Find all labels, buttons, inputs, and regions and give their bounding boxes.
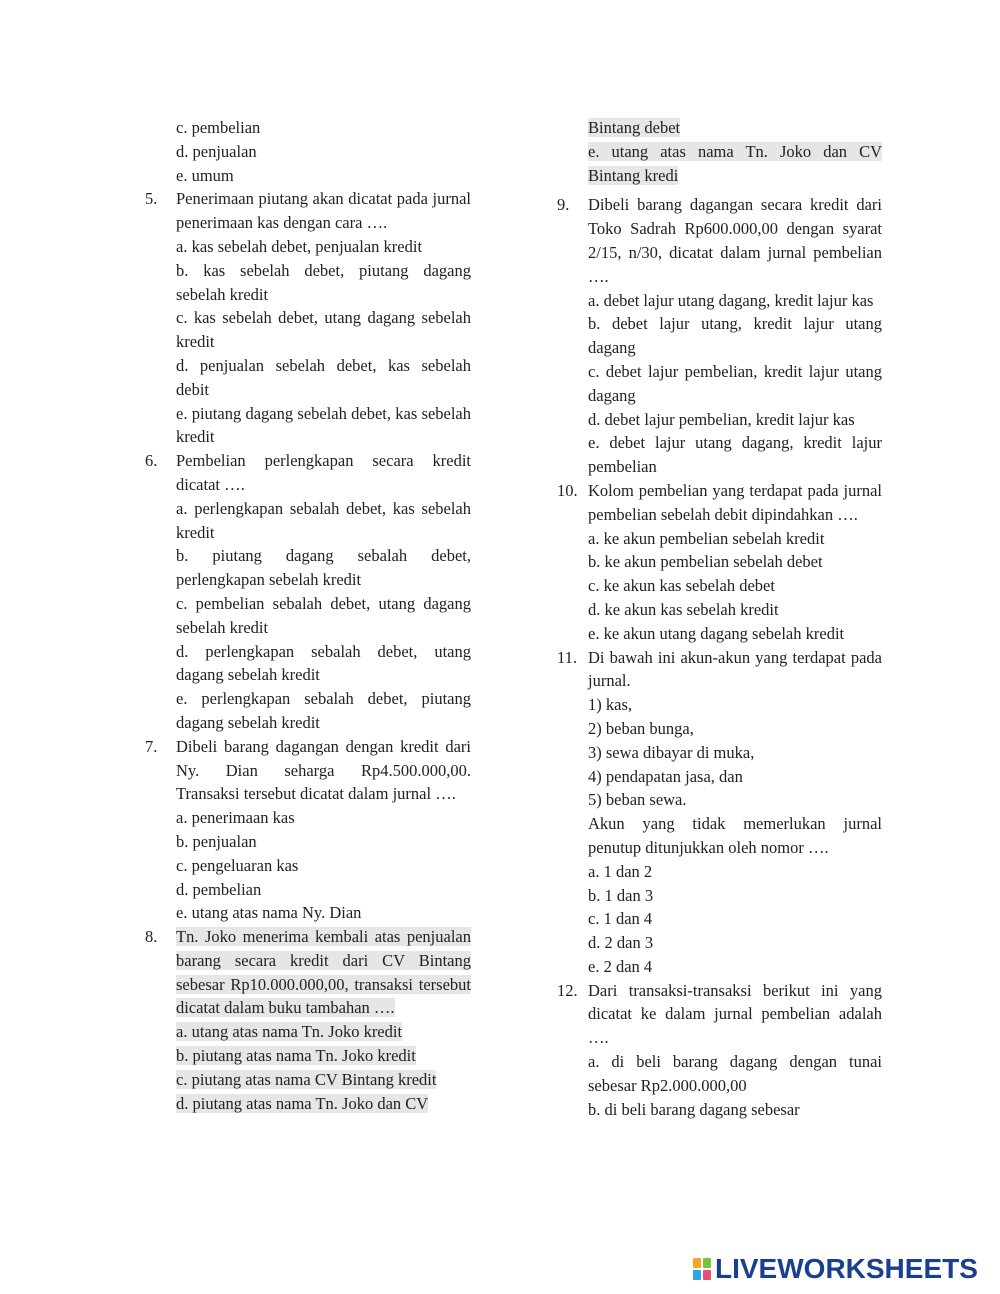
- question-stem: Penerimaan piutang akan dicatat pada jurnal penerimaan kas dengan cara ….: [176, 189, 471, 233]
- option: d. 2 dan 3: [588, 933, 654, 953]
- option: a. kas sebelah debet, penjualan kredit: [176, 236, 423, 256]
- option: e. perlengkapan sebalah debet, piutang dagang sebelah kredit: [176, 689, 471, 732]
- question-stem: Dibeli barang dagangan secara kredit dari Toko Sadrah Rp600.000,00 dengan syarat 2/15, n/30, dicatat dalam jurnal pembelian ….: [588, 195, 882, 286]
- option: a. utang atas nama Tn. Joko kredit: [176, 1022, 403, 1042]
- question-9: [557, 193, 882, 479]
- question-number: 8.: [145, 927, 158, 947]
- question-number: 9.: [557, 195, 570, 215]
- option: e. utang atas nama Ny. Dian: [176, 903, 362, 923]
- option-continuation: Bintang debet: [588, 118, 681, 137]
- option: b. kas sebelah debet, piutang dagang sebelah kredit: [176, 260, 471, 304]
- option: e. piutang dagang sebelah debet, kas sebelah kredit: [176, 403, 471, 447]
- list-item: 3) sewa dibayar di muka,: [588, 742, 755, 762]
- question-7: [145, 735, 471, 925]
- option: c. pengeluaran kas: [176, 855, 299, 875]
- liveworksheets-logo[interactable]: [693, 1253, 978, 1285]
- option: e. umum: [176, 165, 234, 185]
- logo-text: LIVEWORKSHEETS: [715, 1253, 978, 1285]
- option: c. piutang atas nama CV Bintang kredit: [176, 1069, 437, 1089]
- option: d. piutang atas nama Tn. Joko dan CV: [176, 1093, 429, 1113]
- right-column: [557, 116, 882, 1121]
- option: a. perlengkapan sebalah debet, kas sebelah kredit: [176, 498, 471, 542]
- option: b. debet lajur utang, kredit lajur utang dagang: [588, 314, 882, 358]
- option: e. debet lajur utang dagang, kredit lajur pembelian: [588, 433, 882, 477]
- question-number: 7.: [145, 736, 158, 756]
- list-item: 2) beban bunga,: [588, 718, 694, 738]
- liveworksheets-icon: [693, 1258, 711, 1280]
- question-stem: Pembelian perlengkapan secara kredit dicatat ….: [176, 451, 471, 494]
- question-12: [557, 979, 882, 1122]
- question-stem: Tn. Joko menerima kembali atas penjualan barang secara kredit dari CV Bintang sebesar Rp10.000.000,00, transaksi tersebut dicatat dalam buku tambahan ….: [176, 927, 471, 1018]
- option: c. kas sebelah debet, utang dagang sebelah kredit: [176, 308, 471, 352]
- option: b. di beli barang dagang sebesar: [588, 1099, 800, 1119]
- option: a. 1 dan 2: [588, 861, 653, 881]
- left-column: [145, 116, 471, 1115]
- option: e. 2 dan 4: [588, 956, 653, 976]
- option: d. perlengkapan sebalah debet, utang dagang sebelah kredit: [176, 641, 471, 685]
- question-8: [145, 925, 471, 1115]
- question-stem: Kolom pembelian yang terdapat pada jurnal pembelian sebelah debit dipindahkan ….: [588, 480, 882, 524]
- continued-options: [145, 116, 471, 187]
- question-number: 10.: [557, 480, 578, 500]
- option: b. ke akun pembelian sebelah debet: [588, 552, 823, 572]
- question-number: 5.: [145, 189, 158, 209]
- question-8-continued: [557, 116, 882, 187]
- option: d. ke akun kas sebelah kredit: [588, 599, 779, 619]
- question-number: 12.: [557, 980, 578, 1000]
- option: c. pembelian: [176, 118, 261, 137]
- question-text: Akun yang tidak memerlukan jurnal penutup ditunjukkan oleh nomor ….: [588, 814, 882, 857]
- question-6: [145, 449, 471, 735]
- option: b. piutang atas nama Tn. Joko kredit: [176, 1046, 416, 1066]
- option: c. ke akun kas sebelah debet: [588, 576, 775, 596]
- option: a. ke akun pembelian sebelah kredit: [588, 528, 825, 548]
- option: d. penjualan sebelah debet, kas sebelah debit: [176, 355, 471, 399]
- option: d. pembelian: [176, 879, 262, 899]
- option: d. penjualan: [176, 141, 257, 161]
- logo-square: [693, 1270, 701, 1280]
- logo-square: [693, 1258, 701, 1268]
- list-item: 5) beban sewa.: [588, 790, 687, 810]
- option: b. penjualan: [176, 831, 257, 851]
- option: a. penerimaan kas: [176, 808, 295, 828]
- question-stem: Dibeli barang dagangan dengan kredit dari Ny. Dian seharga Rp4.500.000,00. Transaksi tersebut dicatat dalam jurnal ….: [176, 736, 471, 804]
- option: a. di beli barang dagang dengan tunai sebesar Rp2.000.000,00: [588, 1052, 882, 1095]
- question-11: [557, 646, 882, 979]
- question-stem: Dari transaksi-transaksi berikut ini yang dicatat ke dalam jurnal pembelian adalah ….: [588, 980, 882, 1048]
- question-5: [145, 187, 471, 449]
- option: c. 1 dan 4: [588, 909, 653, 929]
- question-stem: Di bawah ini akun-akun yang terdapat pada jurnal.: [588, 647, 882, 691]
- logo-square: [703, 1270, 711, 1280]
- option: b. piutang dagang sebalah debet, perlengkapan sebelah kredit: [176, 546, 471, 590]
- option: e. ke akun utang dagang sebelah kredit: [588, 623, 845, 643]
- option: d. debet lajur pembelian, kredit lajur kas: [588, 409, 855, 429]
- option: e. utang atas nama Tn. Joko dan CV Bintang kredi: [588, 141, 882, 185]
- question-10: [557, 479, 882, 646]
- question-number: 6.: [145, 451, 158, 471]
- option: c. debet lajur pembelian, kredit lajur utang dagang: [588, 361, 882, 405]
- logo-square: [703, 1258, 711, 1268]
- option: b. 1 dan 3: [588, 885, 654, 905]
- question-number: 11.: [557, 647, 578, 667]
- list-item: 1) kas,: [588, 695, 632, 715]
- option: c. pembelian sebalah debet, utang dagang sebelah kredit: [176, 593, 471, 637]
- option: a. debet lajur utang dagang, kredit lajur kas: [588, 290, 874, 310]
- list-item: 4) pendapatan jasa, dan: [588, 766, 743, 786]
